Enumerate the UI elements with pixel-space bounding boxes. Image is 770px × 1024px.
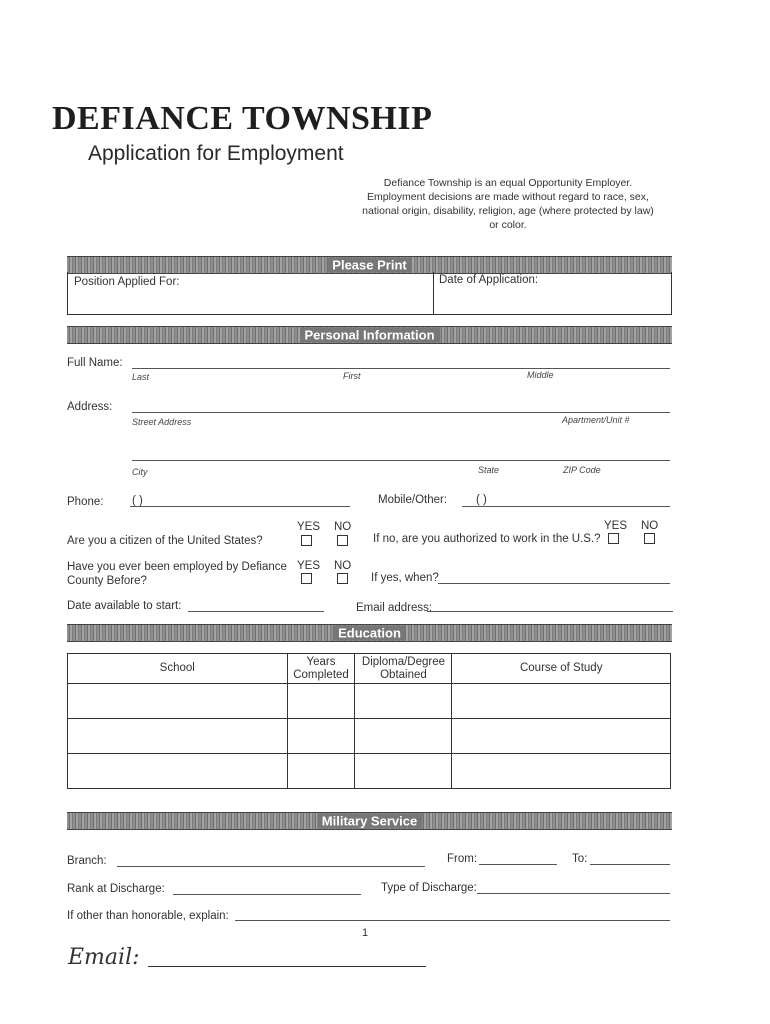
rank-at-discharge-field[interactable] [173, 894, 361, 895]
city-caption: City [132, 467, 148, 477]
if-yes-when-field[interactable] [438, 583, 670, 584]
email-address-label: Email address: [356, 602, 433, 614]
employed-yes-label: YES [297, 560, 321, 572]
first-name-caption: First [343, 371, 361, 381]
military-service-heading: Military Service [317, 814, 422, 829]
employed-yes-checkbox[interactable] [301, 573, 312, 584]
full-name-label: Full Name: [67, 357, 123, 369]
years-completed-cell[interactable] [287, 719, 355, 754]
position-applied-field[interactable] [70, 290, 430, 312]
please-print-heading: Please Print [327, 258, 411, 273]
previously-employed-question: Have you ever been employed by Defiance County Before? [67, 561, 287, 587]
education-heading: Education [333, 626, 406, 641]
diploma-degree-cell[interactable] [355, 754, 452, 789]
phone-field[interactable] [130, 506, 350, 507]
phone-label: Phone: [67, 496, 104, 508]
employed-no-checkbox[interactable] [337, 573, 348, 584]
from-date-field[interactable] [479, 864, 557, 865]
school-cell[interactable] [68, 684, 288, 719]
from-label: From: [447, 853, 478, 865]
to-date-field[interactable] [590, 864, 670, 865]
education-band [67, 624, 672, 642]
type-of-discharge-field[interactable] [477, 893, 670, 894]
type-of-discharge-label: Type of Discharge: [381, 882, 477, 894]
course-of-study-cell[interactable] [452, 719, 671, 754]
date-available-label: Date available to start: [67, 600, 182, 612]
email-address-field[interactable] [427, 611, 673, 612]
diploma-degree-cell[interactable] [355, 719, 452, 754]
diploma-degree-column-header: Diploma/Degree Obtained [355, 654, 452, 684]
authorized-no-checkbox[interactable] [644, 533, 655, 544]
mobile-other-label: Mobile/Other: [378, 494, 448, 506]
date-of-application-field[interactable] [437, 290, 667, 312]
education-table [67, 653, 671, 789]
state-caption: State [478, 465, 500, 475]
full-name-field[interactable] [132, 368, 670, 369]
citizen-question: Are you a citizen of the United States? [67, 535, 263, 547]
last-name-caption: Last [132, 372, 150, 382]
table-row [68, 719, 671, 754]
personal-information-heading: Personal Information [299, 328, 439, 343]
date-of-application-label: Date of Application: [439, 274, 539, 286]
middle-name-caption: Middle [527, 370, 554, 380]
position-applied-label: Position Applied For: [74, 276, 180, 288]
apartment-unit-caption: Apartment/Unit # [562, 415, 630, 425]
authorized-question: If no, are you authorized to work in the U.S.? [373, 533, 601, 545]
course-of-study-cell[interactable] [452, 754, 671, 789]
years-completed-column-header: Years Completed [287, 654, 355, 684]
course-of-study-column-header: Course of Study [452, 654, 671, 684]
citizen-yes-checkbox[interactable] [301, 535, 312, 546]
citizen-no-label: NO [334, 521, 352, 533]
education-header-row [68, 654, 671, 684]
phone-area-code: ( ) [132, 495, 143, 507]
school-column-header: School [68, 654, 288, 684]
table-row [68, 754, 671, 789]
diploma-degree-cell[interactable] [355, 684, 452, 719]
handwritten-email-line[interactable] [148, 966, 426, 967]
employed-no-label: NO [334, 560, 352, 572]
years-completed-cell[interactable] [287, 754, 355, 789]
military-service-band [67, 812, 672, 830]
explain-label: If other than honorable, explain: [67, 910, 229, 922]
authorized-yes-label: YES [604, 520, 628, 532]
to-label: To: [572, 853, 588, 865]
personal-information-band [67, 326, 672, 344]
citizen-no-checkbox[interactable] [337, 535, 348, 546]
address-label: Address: [67, 401, 113, 413]
date-available-field[interactable] [188, 611, 324, 612]
explain-field[interactable] [235, 920, 670, 921]
city-state-zip-field[interactable] [132, 460, 670, 461]
zip-code-caption: ZIP Code [563, 465, 601, 475]
school-cell[interactable] [68, 754, 288, 789]
page-number: 1 [362, 927, 369, 939]
street-address-caption: Street Address [132, 417, 192, 427]
mobile-area-code: ( ) [476, 494, 487, 506]
rank-at-discharge-label: Rank at Discharge: [67, 883, 165, 895]
mobile-other-field[interactable] [462, 506, 670, 507]
authorized-no-label: NO [641, 520, 659, 532]
school-cell[interactable] [68, 719, 288, 754]
street-address-field[interactable] [132, 412, 670, 413]
years-completed-cell[interactable] [287, 684, 355, 719]
eeo-statement: Defiance Township is an equal Opportunity Employer. Employment decisions are made without regard to race, sex, national origin, disability, religion, age (where protected by law) or color. [362, 177, 654, 231]
position-date-divider [433, 272, 434, 314]
handwritten-email-label: Email: [68, 945, 140, 970]
form-subtitle: Application for Employment [88, 142, 344, 165]
course-of-study-cell[interactable] [452, 684, 671, 719]
organization-title: DEFIANCE TOWNSHIP [52, 100, 433, 137]
branch-field[interactable] [117, 866, 425, 867]
table-row [68, 684, 671, 719]
branch-label: Branch: [67, 855, 107, 867]
citizen-yes-label: YES [297, 521, 321, 533]
authorized-yes-checkbox[interactable] [608, 533, 619, 544]
if-yes-when-label: If yes, when? [371, 572, 439, 584]
